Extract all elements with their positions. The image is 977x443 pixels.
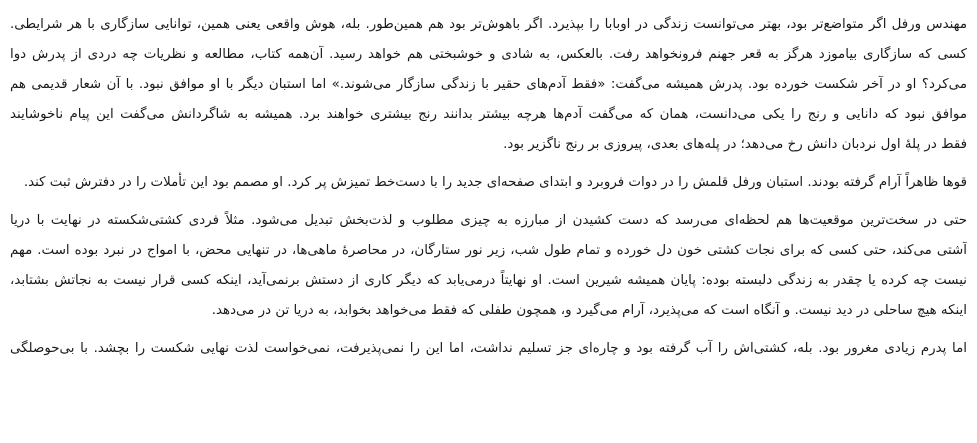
text-line: حتی در سخت‌ترین موقعیت‌ها هم لحظه‌ای می‌رسد که دست کشیدن از مبارزه به چیزی مطلوب و لذت‌بخش تبدیل می‌شود. مثلاً فردی کشتی‌شکسته در نهایت با دریا <box>10 213 967 228</box>
paragraph-1 <box>10 10 967 160</box>
text-line: مهندس ورفل اگر متواضع‌تر بود، بهتر می‌توانست زندگی در اوبابا را بپذیرد. اگر باهوش‌تر بود هم همین‌طور. بله، هوش واقعی یعنی همین، توانایی سازگاری با هر شرایطی. <box>10 17 967 32</box>
text-line: آشتی می‌کند، حتی کسی که برای نجات کشتی خون دل خورده و تمام طول شب، زیر نور ستارگان، در محاصرهٔ ماهی‌ها، در تنهایی محض، با امواج در نبرد بوده است. مهم <box>10 243 967 258</box>
paragraph-3 <box>10 206 967 326</box>
text-line: نیست چه کرده یا چقدر به زندگی دلبسته بوده: پایان همیشه شیرین است. او نهایتاً درمی‌یابد که دیگر کاری از دستش برنمی‌آید، اینکه کسی قرار نیست به نجاتش بشتابد، <box>10 273 967 288</box>
paragraph-4 <box>10 334 967 364</box>
text-line: اینکه هیچ ساحلی در دید نیست. و آنگاه است که می‌پذیرد، آرام می‌گیرد و، همچون طفلی که فقط می‌خواهد بخوابد، به دریا تن در می‌دهد. <box>211 303 967 318</box>
text-line: اما پدرم زیادی مغرور بود. بله، کشتی‌اش را آب گرفته بود و چاره‌ای جز تسلیم نداشت، اما این را نمی‌پذیرفت، نمی‌خواست لذت نهایی شکست را بچشد. با بی‌حوصلگی <box>10 341 967 356</box>
text-line: می‌کرد؟ او در آخر شکست خورده بود. پدرش همیشه می‌گفت: «فقط آدم‌های حقیر با زندگی سازگار می‌شوند.» اما استبان دیگر با او موافق نبود. با آن شعار قدیمی هم <box>10 77 967 92</box>
text-line: فقط در پلهٔ اول نردبان دانش رخ می‌دهد؛ در پله‌های بعدی، پیروزی بر رنج ناگزیر بود. <box>503 137 967 152</box>
text-line: قوها ظاهراً آرام گرفته بودند. استبان ورفل قلمش را در دوات فروبرد و ابتدای صفحه‌ای جدید را با دست‌خط تمیزش پر کرد. او مصمم بود این تأملات را در دفترش ثبت کند. <box>23 175 967 190</box>
paragraph-2 <box>10 168 967 198</box>
text-line: موافق نبود که دانایی و رنج را یکی می‌دانست، همان که می‌گفت آدم‌ها هرچه بیشتر بدانند رنج بیشتری خواهند برد. همیشه به شاگردانش می‌گفت این پیام ناخوشایند <box>10 107 967 122</box>
text-line: کسی که سازگاری بیاموزد هرگز به قعر جهنم فرونخواهد رفت. بالعکس، به شادی و خوشبختی هم خواهد رسید. آن‌همه کتاب، مطالعه و نظریات چه دردی از پدرش دوا <box>10 47 967 62</box>
